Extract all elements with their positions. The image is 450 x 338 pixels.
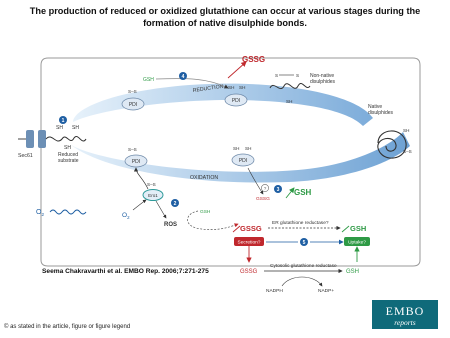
ero1-label: Ero1 [148,193,158,198]
gssg-mid-label: GSSG [256,197,270,202]
reduced-substrate-label [58,152,79,164]
gssg-upper-label: GSSG [242,55,266,64]
native-line-2: disulphides [368,110,394,116]
pdi-3-disulphide: S–S [128,147,137,152]
gssg-lower-label: GSSG [240,224,262,233]
nadph-label: NADPH [266,289,283,294]
non-native-s-a: S [275,73,279,78]
step-4-number: 4 [181,74,185,80]
gssg-prefix-arrow [233,226,240,232]
secretion-label: Secretion? [237,240,261,246]
reduced-substrate-line-2: substrate [58,158,79,164]
step-1-number: 1 [61,118,65,124]
pdi-4-sh-a: SH [233,146,240,151]
sec61-translocon [18,130,46,148]
sec61-label: Sec61 [18,153,33,159]
oxygen-diffusion-wave [50,210,86,214]
reduction-cycle-ring [73,84,373,126]
pdi-4-sh-b: SH [245,146,252,151]
er-reductase-label: ER glutathione reductase? [272,221,329,226]
ros-label: ROS [164,222,178,228]
reduced-substrate-chain [46,136,86,141]
gsh-upper-label: GSH [143,77,154,83]
native-label [368,104,394,116]
pdi-2-sh-b: SH [239,85,246,90]
substrate-sh-label-1: SH [56,125,63,131]
gsh-right-label: GSH [350,224,367,233]
gsh-ros-label: GSH [200,210,211,215]
pdi-label-1: PDI [128,102,138,108]
non-native-line-2: disulphides [310,79,336,85]
step-2-number: 2 [173,201,177,207]
gsh-right-arrow [342,226,349,232]
native-ss: S–S [403,149,412,154]
non-native-sh: SH [286,99,293,104]
non-native-s-b: S [296,73,300,78]
non-native-label [310,73,336,85]
reduction-label: REDUCTION [192,83,224,94]
ero1-ss: S–S [147,182,156,187]
cytosolic-reductase-label: Cytosolic glutathione reductase [270,264,337,269]
substrate-sh-label-3: SH [64,145,71,151]
non-native-line-1: Non-native [310,73,335,79]
step-3-number: 3 [276,187,280,193]
reduced-substrate-line-1: Reduced [58,152,79,158]
native-sh: SH [403,128,410,133]
pdi-label-3: PDI [131,159,141,165]
pdi-2-sh-a: SH [228,85,235,90]
slide-title: The production of reduced or oxidized glutathione can occur at various stages during the formation of native disulphide bonds. [29,6,421,28]
substrate-sh-label-2: SH [72,125,79,131]
logo-main-text: EMBO [385,304,425,318]
ros-oxidises-gsh-arrow [188,211,238,230]
o2-inside-symbol: O [122,212,128,219]
gssg-release-arrow [228,62,246,78]
gsh-cytosol-label: GSH [346,269,360,275]
gsh-mid-arrow [286,188,294,198]
figure-citation: Seema Chakravarthi et al. EMBO Rep. 2006;7:271-275 [42,268,209,275]
gssg-cytosol-label: GSSG [240,269,258,275]
o2-inside-label [122,212,130,220]
uptake-label: Uptake? [348,240,366,246]
native-line-1: Native [368,104,383,110]
nadph-cofactor-arc [282,277,322,286]
step-5-number: 5 [302,240,306,246]
question-marker-text: ? [263,186,267,191]
o2-to-ero1-arrow [133,200,146,210]
copyright-footer: © as stated in the article, figure or figure legend [4,324,131,330]
pdi-label-2: PDI [231,98,241,104]
o2-outside-subscript: 2 [41,212,45,217]
embo-reports-logo [372,300,438,329]
logo-sub-text: reports [394,318,416,327]
pdi-label-4: PDI [238,158,248,164]
oxidation-label: OXIDATION [190,175,219,181]
o2-outside-symbol: O [36,209,42,216]
nadp-label: NADP+ [318,289,335,294]
ero1-to-ros-arrow [156,201,166,218]
o2-inside-subscript: 2 [127,215,130,220]
o2-outside-label [36,209,44,217]
glutathione-diagram [18,48,438,318]
gsh-mid-label: GSH [294,188,312,197]
pdi-1-disulphide: S–S [128,89,137,94]
